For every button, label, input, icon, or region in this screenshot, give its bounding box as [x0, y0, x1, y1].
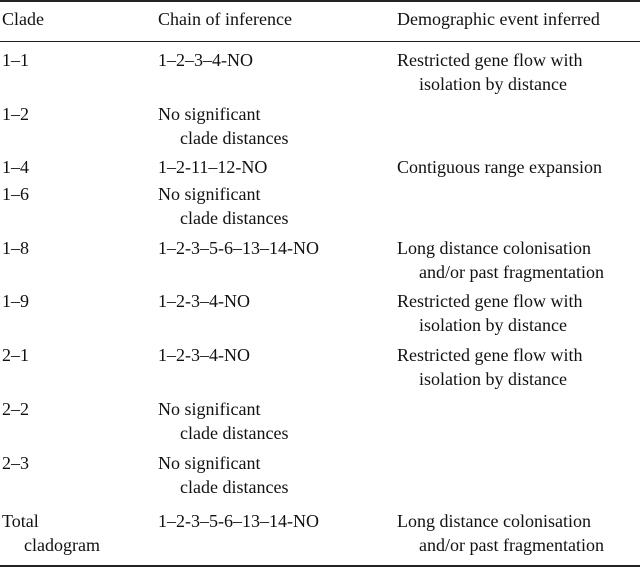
table-row-event: Long distance colonisation and/or past fragmentation	[397, 238, 604, 282]
table-row-clade: 1–1	[2, 50, 29, 70]
table-row-chain: 1–2-3–5-6–13–14-NO	[158, 238, 319, 258]
table-row-clade: 2–1	[2, 345, 29, 365]
header-clade: Clade	[2, 9, 44, 29]
table-row-event: Long distance colonisation and/or past fragmentation	[397, 511, 604, 555]
table-row-event: Restricted gene flow with isolation by distance	[397, 50, 583, 94]
table-row-clade: 2–3	[2, 453, 29, 473]
table-row-clade: 2–2	[2, 399, 29, 419]
table-row-event: Restricted gene flow with isolation by distance	[397, 345, 583, 389]
table-row-event: Contiguous range expansion	[397, 157, 602, 177]
table-row-chain: No significant clade distances	[158, 184, 289, 228]
table-row-chain: 1–2-3–5-6–13–14-NO	[158, 511, 319, 531]
table-row-event: Restricted gene flow with isolation by distance	[397, 291, 583, 335]
table-row-chain: No significant clade distances	[158, 399, 289, 443]
table-header-rule	[0, 41, 640, 42]
table-top-rule	[0, 0, 640, 2]
table-row-chain: 1–2-3–4-NO	[158, 345, 250, 365]
table-row-chain: 1–2-3–4-NO	[158, 291, 250, 311]
table-row-chain: 1–2–3–4-NO	[158, 50, 253, 70]
table-row-clade: 1–8	[2, 238, 29, 258]
header-demographic-event: Demographic event inferred	[397, 9, 600, 29]
table-bottom-rule	[0, 565, 640, 567]
table-row-chain: No significant clade distances	[158, 453, 289, 497]
table-row-chain: No significant clade distances	[158, 104, 289, 148]
table-row-clade: 1–9	[2, 291, 29, 311]
header-chain-of-inference: Chain of inference	[158, 9, 292, 29]
table-row-clade: Total cladogram	[2, 511, 100, 555]
table-row-clade: 1–6	[2, 184, 29, 204]
table-row-chain: 1–2-11–12-NO	[158, 157, 268, 177]
table-row-clade: 1–2	[2, 104, 29, 124]
table-row-clade: 1–4	[2, 157, 29, 177]
